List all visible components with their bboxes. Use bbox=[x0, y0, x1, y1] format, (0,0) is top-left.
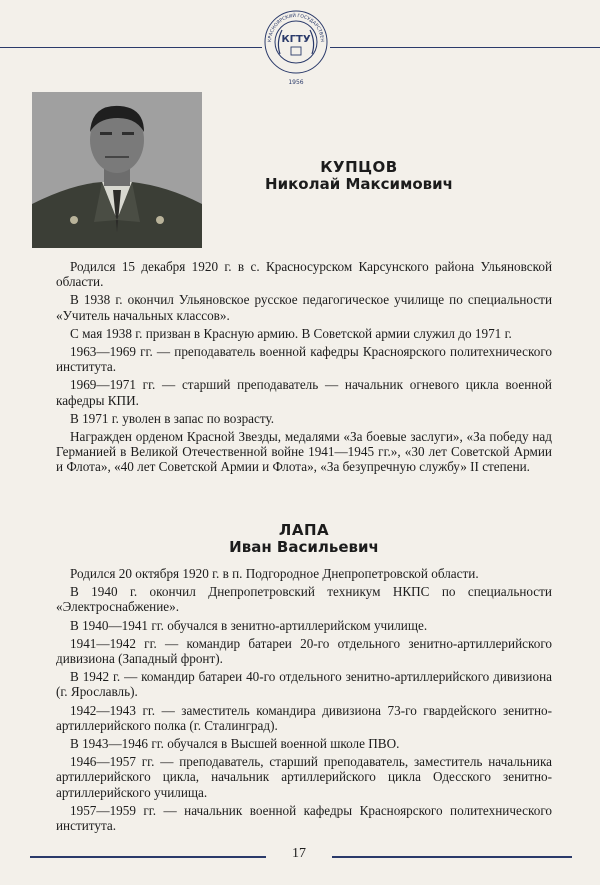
footer-rule-right bbox=[332, 856, 572, 858]
biography-paragraph: 1969—1971 гг. — старший преподаватель — начальник огневого цикла военной кафедры КПИ. bbox=[56, 377, 552, 408]
logo-ring-text: КРАСНОЯРСКИЙ ГОСУДАРСТВЕН bbox=[267, 13, 325, 43]
biography-paragraph: В 1940—1941 гг. обучался в зенитно-артиллерийском училище. bbox=[70, 617, 428, 633]
person-surname: ЛАПА bbox=[278, 521, 330, 539]
logo-year: 1956 bbox=[288, 79, 304, 86]
biography-paragraph: 1957—1959 гг. — начальник военной кафедры Красноярского политехнического института. bbox=[56, 802, 552, 834]
header-rule-right bbox=[330, 47, 600, 48]
biography-paragraph: В 1943—1946 гг. обучался в Высшей военной школе ПВО. bbox=[70, 736, 400, 752]
biography-paragraph: В 1940 г. окончил Днепропетровский техникум НКПС по специальности «Электроснабжение». bbox=[56, 584, 552, 615]
biography-paragraph: 1946—1957 гг. — преподаватель, старший преподаватель, заместитель начальника артиллерийского цикла, начальник артиллерийского цикла Одесского зенитно-артиллерийского училища. bbox=[56, 754, 552, 800]
biography-kuptsov bbox=[56, 159, 552, 478]
biography-paragraph: 1941—1942 гг. — командир батареи 20-го отдельного зенитно-артиллерийского дивизиона (Западный фронт). bbox=[56, 635, 552, 667]
biography-paragraph: 1942—1943 гг. — заместитель командира дивизиона 73-го гвардейского зенитно-артиллерийского полка (г. Сталинград). bbox=[56, 702, 552, 733]
biography-paragraph: В 1942 г. — командир батареи 40-го отдельного зенитно-артиллерийского дивизиона (г. Ярославль). bbox=[56, 669, 552, 700]
footer-rule-left bbox=[30, 856, 266, 858]
biography-paragraph: Награжден орденом Красной Звезды, медалями «За боевые заслуги», «За победу над Германией в Великой Отечественной войне 1941—1945 гг.», «30 лет Советской Армии и Флота», «40 лет Советской Армии и Флота», «За безупречную службу» II степени. bbox=[56, 429, 552, 475]
page-number: 17 bbox=[292, 846, 306, 861]
biography-paragraph: Родился 15 декабря 1920 г. в с. Красносурском Карсунского района Ульяновской области. bbox=[56, 259, 552, 290]
header-rule-left bbox=[0, 47, 262, 48]
biography-paragraph: С мая 1938 г. призван в Красную армию. В Советской армии служил до 1971 г. bbox=[70, 325, 512, 341]
person-given-names: Иван Васильевич bbox=[229, 538, 379, 556]
logo-text: КГТУ bbox=[281, 34, 311, 45]
biography-paragraph: Родился 20 октября 1920 г. в п. Подгородное Днепропетровской области. bbox=[70, 566, 479, 581]
biography-paragraph: В 1938 г. окончил Ульяновское русское педагогическое училище по специальности «Учитель начальных классов». bbox=[56, 292, 552, 323]
biography-lapa bbox=[56, 522, 552, 836]
biography-paragraph: В 1971 г. уволен в запас по возрасту. bbox=[70, 410, 275, 426]
biography-paragraph: 1963—1969 гг. — преподаватель военной кафедры Красноярского политехнического института. bbox=[56, 344, 552, 375]
person-given-names: Николай Максимович bbox=[265, 175, 453, 193]
person-surname: КУПЦОВ bbox=[320, 158, 398, 176]
university-logo bbox=[262, 2, 330, 88]
